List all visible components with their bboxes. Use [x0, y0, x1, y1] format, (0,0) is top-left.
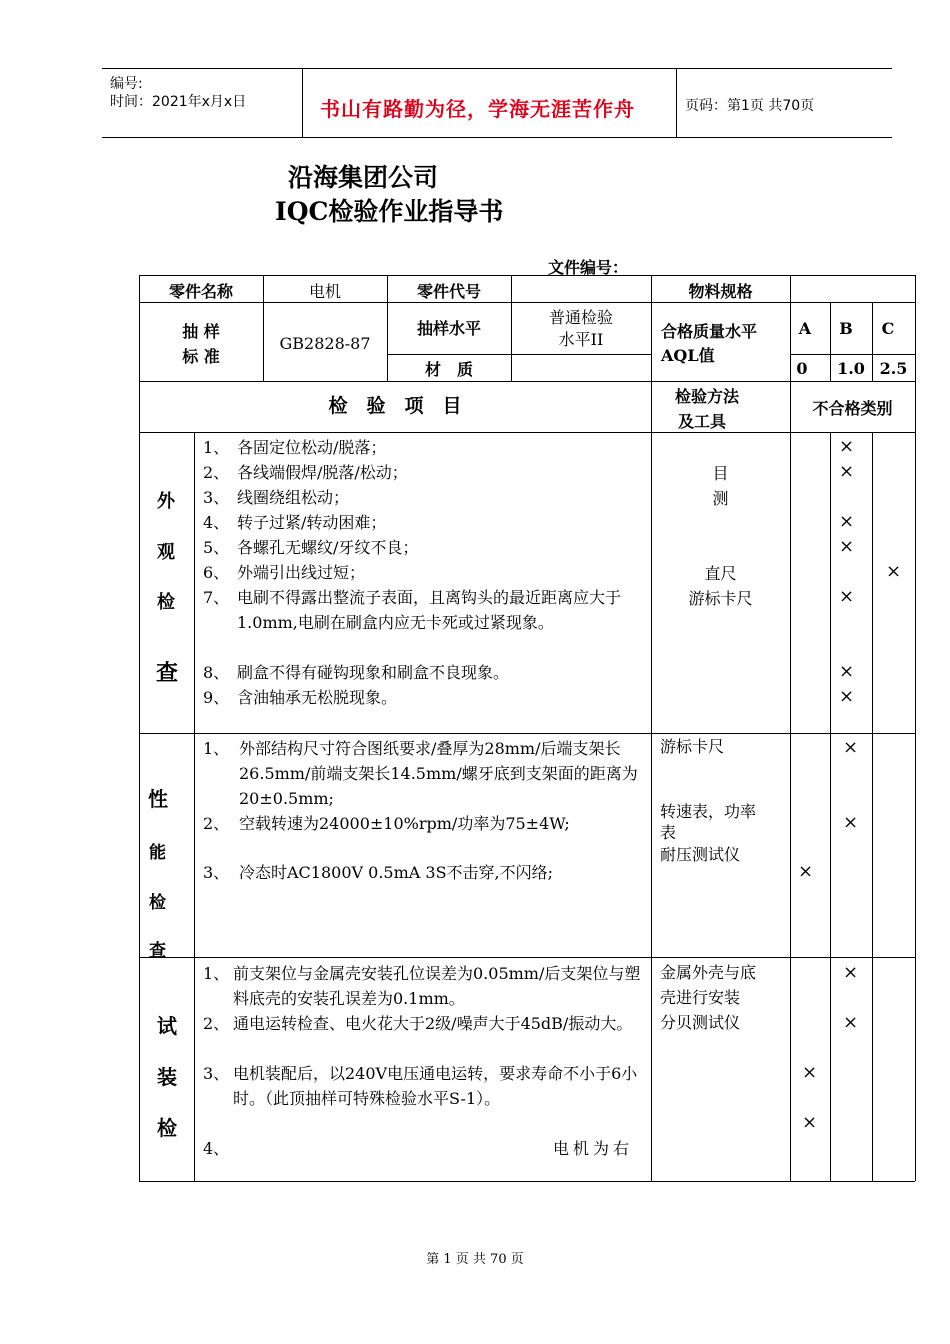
section-appearance-char-2: 观 [157, 542, 175, 563]
defect-mark: × [839, 511, 855, 532]
section-performance-char-3: 检 [149, 893, 166, 913]
defect-mark: × [843, 962, 859, 983]
section-appearance-char-1: 外 [157, 491, 175, 512]
method-text: 金属外壳与底 [660, 963, 757, 982]
section-appearance-char-4: 查 [156, 660, 179, 686]
method-header-2: 及工具 [677, 412, 726, 431]
defect-mark: × [839, 686, 855, 707]
material-spec-label: 物料规格 [688, 282, 753, 301]
sampling-level-value-2: 水平II [558, 330, 604, 349]
method-text: 壳进行安装 [660, 988, 741, 1007]
section-assembly-char-1: 试 [157, 1014, 177, 1038]
inspection-items-header: 检 验 项 目 [328, 395, 462, 417]
method-text: 耐压测试仪 [660, 845, 741, 864]
aql-value-c: 2.5 [879, 359, 908, 378]
defect-mark: × [839, 436, 855, 457]
method-text: 表 [660, 823, 677, 842]
method-header-1: 检验方法 [674, 387, 739, 406]
method-text: 直尺 [704, 564, 737, 583]
defect-mark: × [843, 737, 859, 758]
defect-mark: × [802, 1062, 818, 1083]
sampling-standard-label-2: 标 准 [182, 347, 220, 366]
part-code-label: 零件代号 [416, 282, 481, 301]
method-text: 目 [712, 464, 729, 483]
section-performance-char-1: 性 [148, 787, 168, 811]
sampling-level-value-1: 普通检验 [548, 308, 613, 327]
defect-mark: × [802, 1112, 818, 1133]
material-label: 材 质 [424, 360, 473, 379]
section-performance-char-2: 能 [149, 843, 166, 863]
header-motto: 书山有路勤为径，学海无涯苦作舟 [320, 97, 635, 121]
defect-mark: × [843, 812, 859, 833]
section-performance-char-4: 查 [149, 941, 166, 961]
company-name: 沿海集团公司 [288, 163, 439, 192]
sampling-standard-value: GB2828-87 [279, 334, 371, 353]
sampling-level-label: 抽样水平 [416, 319, 481, 338]
aql-value-b: 1.0 [837, 359, 865, 378]
aql-value-a: 0 [796, 359, 808, 378]
inspection-table: 零件名称 电机 零件代号 物料规格 抽 样 标 准 GB2828-87 抽样水平 普通检验 水平II 材 质 合格质量水平 AQL值 A B C 0 1.0 2.5 检 验 项 目 检验方法 及工具 不合格类别 外 观 检 查 1、 各固定位松动/脱落； 2、 各线端假焊/脱落/松动； 3、 线圈绕组松动； 4、 转子过紧/转动困难； 5、 各螺孔无螺纹/牙纹不良； 6、 外端引出线过短； 7、 电刷不得露出整流子表面，且离钩头的最近距离应大于1.0mm,电刷在刷盒内应无卡死或过紧现象。 8、 刷盒不得有碰钩现象和刷盒不良现象。 9、 含油轴承无松脱现象。 目 测 直尺 游标卡尺 × × × × × × × × 性 能 检 查 1、 外部结构尺寸符合图纸要求/叠厚为28mm/后端支架长26.5mm/前端支架长14.5mm/螺牙底到支架面的距离为20±0.5mm; 2、 空载转速为24000±10%rpm/功率为75±4W; 3、 冷态时AC1800V 0.5mA 3S不击穿,不闪络; 游标卡尺 转速表，功率 表 耐压测试仪 × × × 试 装 检 1、 前支架位与金属壳安装孔位误差为0.05mm/后支架位与塑料底壳的安装孔误差为0.1mm。 2、 通电运转检查、电火花大于2级/噪声大于45dB/振动大。 3、 电机装配后，以240V电压通电运转，要求寿命不小于6小时。（此顶抽样可特殊检验水平S-1）。 4、 电机为右 金属外壳与底 壳进行安装 分贝测试仪 × × × × [0, 0, 950, 1344]
section-assembly-char-3: 检 [157, 1116, 177, 1140]
defect-mark: × [839, 461, 855, 482]
defect-category-header: 不合格类别 [812, 399, 893, 418]
defect-mark: × [839, 586, 855, 607]
method-text: 分贝测试仪 [660, 1013, 741, 1032]
aql-label-2: AQL值 [661, 346, 715, 365]
sampling-standard-label-1: 抽 样 [182, 322, 220, 341]
defect-mark: × [798, 861, 814, 882]
method-text: 测 [712, 489, 729, 508]
defect-mark: × [886, 561, 902, 582]
grade-c-label: C [881, 319, 895, 338]
method-text: 转速表，功率 [660, 802, 757, 821]
document-number-label: 文件编号： [548, 258, 629, 277]
part-name-label: 零件名称 [168, 282, 233, 301]
document-title: IQC检验作业指导书 [275, 197, 504, 226]
page-footer: 第 1 页 共 70 页 [426, 1252, 524, 1267]
method-text: 游标卡尺 [660, 737, 725, 756]
section-appearance-char-3: 检 [157, 592, 175, 613]
section-assembly-char-2: 装 [157, 1065, 177, 1089]
grade-a-label: A [798, 319, 812, 338]
method-text: 游标卡尺 [688, 589, 753, 608]
defect-mark: × [843, 1012, 859, 1033]
aql-label-1: 合格质量水平 [661, 322, 758, 341]
defect-mark: × [839, 536, 855, 557]
part-name-value: 电机 [308, 282, 341, 301]
header-time-label: 时间：2021年x月x日 [110, 94, 247, 110]
header-code-label: 编号: [110, 76, 143, 92]
grade-b-label: B [839, 319, 853, 338]
defect-mark: × [839, 661, 855, 682]
header-page-label: 页码：第1页 共70页 [685, 98, 815, 114]
